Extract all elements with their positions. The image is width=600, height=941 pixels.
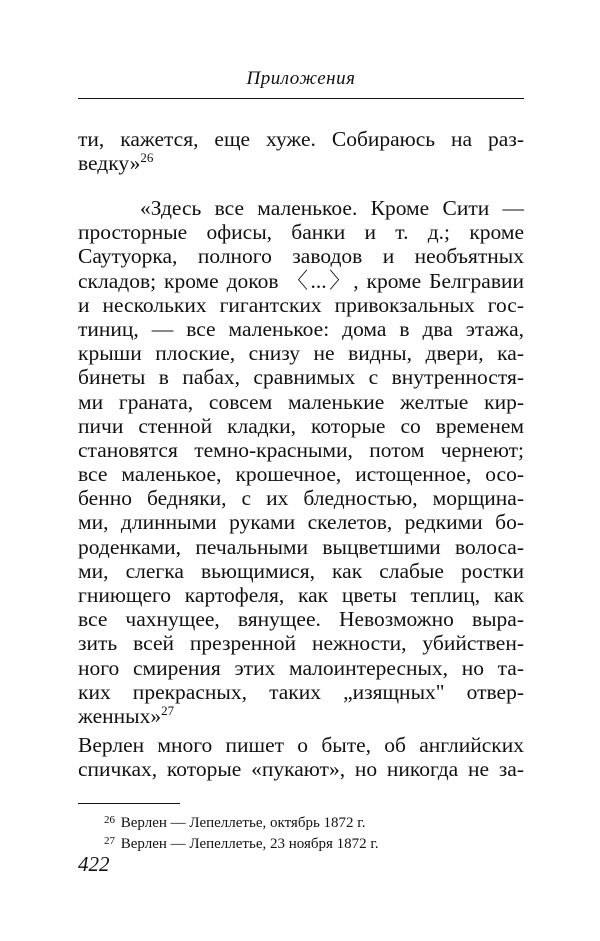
text-line: все маленькое, крошечное, истощенное, осо- xyxy=(78,462,524,487)
text-line: ного смирения этих малоинтересных, но та- xyxy=(78,655,524,680)
footnote-text: Верлен — Лепеллетье, 23 ноября 1872 г. xyxy=(120,836,379,852)
text-line: ких прекрасных, таких „изящных" отвер- xyxy=(78,679,524,704)
text-line: Саутуорка, полного заводов и необъятных xyxy=(78,244,524,269)
text-line: ми, слегка вьющимися, как слабые ростки xyxy=(78,558,524,583)
footnote-rule xyxy=(78,803,180,804)
text-line: гниющего картофеля, как цветы теплиц, как xyxy=(78,583,524,607)
text-line: зить всей презренной нежности, убийствен- xyxy=(78,631,524,656)
text-line: ми, длинными руками скелетов, редкими бо- xyxy=(78,510,524,535)
text-line: ми граната, совсем маленькие желтые кир- xyxy=(78,389,524,414)
footnote-ref-26[interactable]: 26 xyxy=(140,150,154,166)
text-line: бенно бедняки, с их бледностью, морщина- xyxy=(78,486,524,511)
text-line: ти, кажется, еще хуже. Собираюсь на раз- xyxy=(78,127,524,151)
text-line-content: женных» xyxy=(78,703,162,728)
footnote-number: 26 xyxy=(104,814,115,826)
text-line: спичках, которые «пукают», но никогда не за- xyxy=(78,757,524,782)
page-number: 422 xyxy=(78,852,110,876)
quote-paragraph xyxy=(78,196,524,728)
header-rule xyxy=(78,98,524,99)
text-line: «Здесь все маленькое. Кроме Сити — xyxy=(140,196,524,220)
footnotes xyxy=(104,813,524,855)
footnote-26 xyxy=(104,813,524,834)
paragraph-continuation xyxy=(78,127,524,175)
footnote-number: 27 xyxy=(104,835,115,847)
text-line xyxy=(78,151,524,175)
running-head: Приложения xyxy=(246,68,356,89)
text-line: становятся темно-красными, потом чернеют; xyxy=(78,437,524,462)
text-line xyxy=(78,704,524,728)
text-line: пичи стенной кладки, которые со временем xyxy=(78,413,524,438)
text-line: все чахнущее, вянущее. Невозможно выра- xyxy=(78,607,524,632)
footnote-27 xyxy=(104,834,524,855)
text-line: Верлен много пишет о быте, об английских xyxy=(78,733,524,757)
footnote-ref-27[interactable]: 27 xyxy=(161,702,175,718)
text-line: и нескольких гигантских привокзальных гос- xyxy=(78,292,524,317)
paragraph-body xyxy=(78,733,524,781)
text-line: просторные офисы, банки и т. д.; кроме xyxy=(78,220,524,245)
text-line: тиниц, — все маленькое: дома в два этажа, xyxy=(78,316,524,341)
text-line-content: ведку» xyxy=(78,151,141,176)
footnote-text: Верлен — Лепеллетье, октябрь 1872 г. xyxy=(120,815,366,831)
text-line: крыши плоские, снизу не видны, двери, ка- xyxy=(78,341,524,366)
text-line: бинеты в пабах, сравнимых с внутренностя- xyxy=(78,365,524,390)
text-line: складов; кроме доков 〈...〉, кроме Белгравии xyxy=(78,268,524,293)
text-line: роденками, печальными выцветшими волоса- xyxy=(78,534,524,559)
